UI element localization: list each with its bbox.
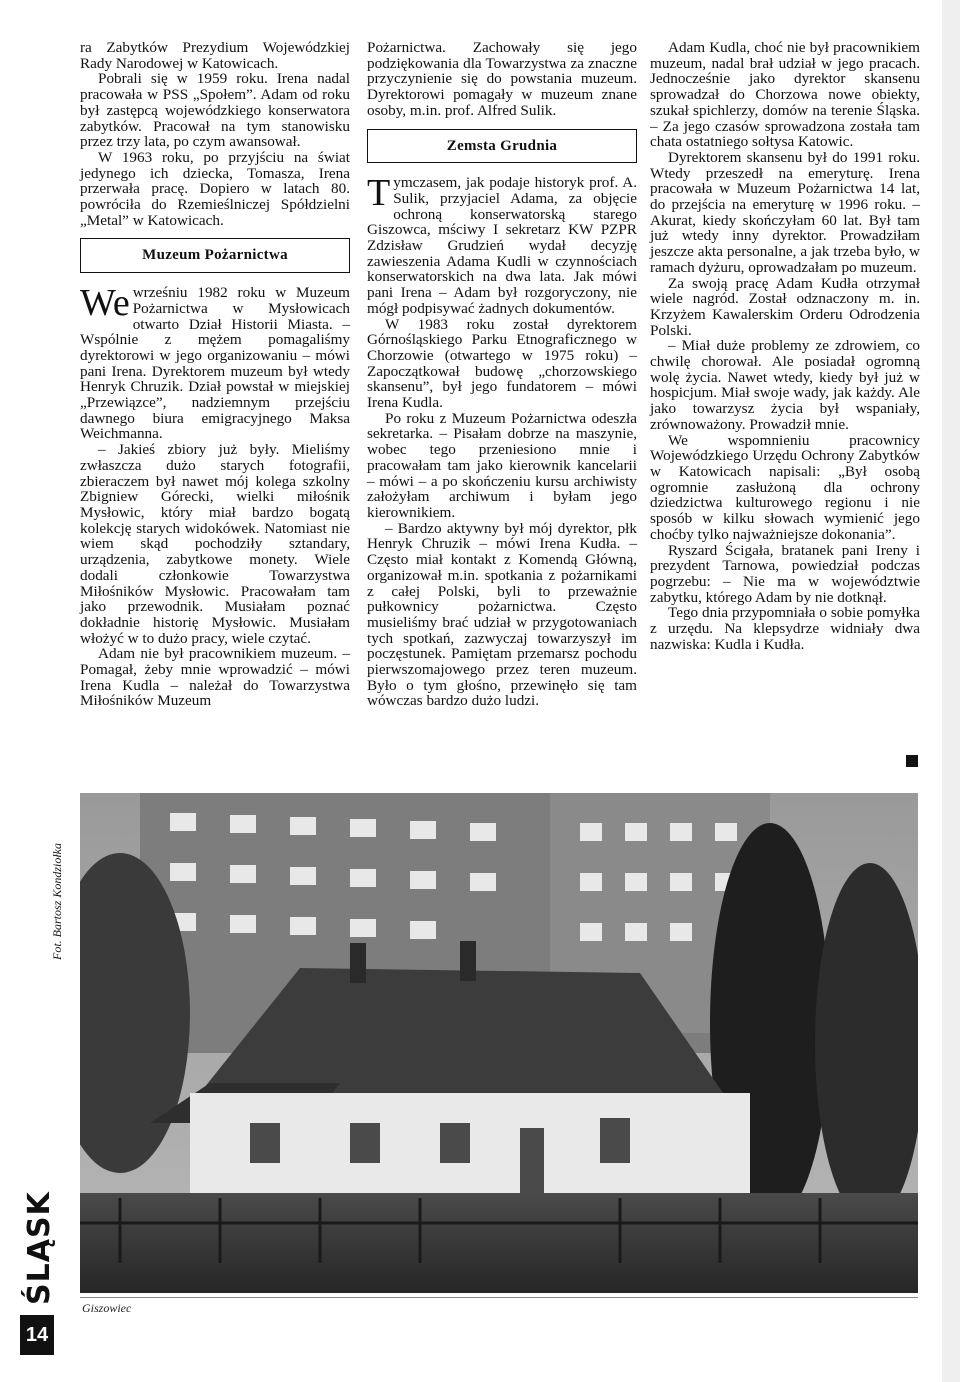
page-edge-shadow [942,0,960,1382]
paragraph: – Miał duże problemy ze zdrowiem, co chwilę chorował. Ale posiadał ogromną wolę życia. Nawet wtedy, kiedy był już w hospicjum. Miał swoje wady, jak każdy. Ale jako towarzysz życia był wspaniały, zrównoważony. Prowadził mnie. [650,337,920,433]
section-heading-muzeum: Muzeum Pożarnictwa [80,238,350,273]
photo-caption: Giszowiec [82,1301,132,1315]
paragraph: Za swoją pracę Adam Kudła otrzymał wiele nagród. Został odznaczony m. in. Krzyżem Kawalerskim Orderu Odrodzenia Polski. [650,274,920,339]
paragraph: W 1983 roku został dyrektorem Górnośląskiego Parku Etnograficznego w Chorzowie (otwartego w 1975 roku) – Zapoczątkował budowę „chorzowskiego skansenu”, był jego fundatorem – mówi Irena Kudla. [367,315,637,412]
photo-credit-text: Fot. Bartosz Kondziołka [50,842,64,960]
paragraph: Adam Kudla, choć nie był pracownikiem muzeum, nadal brał udział w jego pracach. Jednocześnie jako dyrektor skansenu sprowadzał do Chorzowa nowe obiekty, szukał spichlerzy, domów na terenie Śląska. – Za jego czasów sprowadzona została tam chata ostatniego sołtysa Katowic. [650,39,920,151]
paragraph: Pobrali się w 1959 roku. Irena nadal pracowała w PSS „Społem”. Adam od roku był zastępcą wojewódzkiego konserwatora zabytków. Pracował na tym stanowisku przez trzy lata, po czym awansował. [80,70,350,151]
text-column-3 [650,40,920,652]
photo-giszowiec-house [80,793,918,1293]
drop-cap: We [80,282,130,325]
magazine-brand [22,1191,57,1305]
paragraph-with-dropcap [367,172,637,317]
photo-credit [50,800,70,960]
paragraph: Adam nie był pracownikiem muzeum. – Pomagał, żeby mnie wprowadzić – mówi Irena Kudla – należał do Towarzystwa Miłośników Muzeum [80,645,350,710]
paragraph: ra Zabytków Prezydium Wojewódzkiej Rady Narodowej w Katowicach. [80,39,350,72]
section-heading-zemsta: Zemsta Grudnia [367,129,637,164]
paragraph: Po roku z Muzeum Pożarnictwa odeszła sekretarka. – Pisałam dobrze na maszynie, wobec tego przeniesiono mnie i pracowałam tam jako kierownik kancelarii – mówi – a po skończeniu kursu archiwisty założyłam archiwum i byłam jego kierownikiem. [367,409,637,521]
photo-caption-bar [80,1297,918,1320]
house-photo-illustration [80,793,918,1293]
article-end-mark [906,755,918,767]
drop-cap: T [367,172,391,215]
text-column-2 [367,40,637,709]
page-number: 14 [20,1315,54,1355]
paragraph: W 1963 roku, po przyjściu na świat jedynego ich dziecka, Tomasza, Irena przerwała pracę. Dopiero w latach 80. powróciła do Rzemieślniczej Spółdzielni „Metal” w Katowicach. [80,148,350,229]
paragraph: Dyrektorem skansenu był do 1991 roku. Wtedy przeszedł na emeryturę. Irena pracowała w Muzeum Pożarnictwa 14 lat, do przejścia na emeryturę w 1996 roku. – Akurat, kiedy skończyłam 60 lat. Był tam już wtedy inny dyrektor. Prowadziłam jeszcze akta personalne, a jak trzeba było, w ramach dyżuru, oprowadzałam po muzeum. [650,148,920,276]
paragraph: Tego dnia przypomniała o sobie pomyłka z urzędu. Na klepsydrze widniały dwa nazwiska: Kudla i Kudła. [650,604,920,653]
paragraph: Pożarnictwa. Zachowały się jego podziękowania dla Towarzystwa za znaczne przyczynienie się do powstania muzeum. Dyrektorowi pomagały w muzeum znane osoby, m.in. prof. Alfred Sulik. [367,39,637,119]
paragraph: Ryszard Ścigała, bratanek pani Ireny i prezydent Tarnowa, powiedział podczas pogrzebu: – Nie ma w województwie zabytku, którego Adam by nie dotknął. [650,541,920,606]
paragraph-with-dropcap [80,282,350,443]
text-column-1 [80,40,350,709]
paragraph: – Jakieś zbiory już były. Mieliśmy zwłaszcza dużo starych fotografii, zbieraczem był nawet mój kolega szkolny Zbigniew Górecki, wielki miłośnik Mysłowic, który miał bardzo bogatą kolekcję starych widokówek. Natomiast nie wiem skąd pochodziły sztandary, urządzenia, zabytkowe monety. Wiele dodali członkowie Towarzystwa Miłośników Mysłowic. Pracowałam tam jako przewodnik. Musiałam poznać dokładnie historię Mysłowic. Musiałam włożyć w to dużo pracy, wiele czytać. [80,441,350,647]
paragraph-text: wrześniu 1982 roku w Muzeum Pożarnictwa w Mysłowicach otwarto Dział Historii Miasta. – Wspólnie z mężem pomagaliśmy dyrektorowi w jego organizowaniu – mówi pani Irena. Dyrektorem muzeum był wtedy Henryk Chruzik. Dział powstał w miejskiej „Przewiązce”, nadziemnym przejściu dawnego biura emigracyjnego Maksa Weichmanna. [80,284,350,443]
paragraph: – Bardzo aktywny był mój dyrektor, płk Henryk Chruzik – mówi Irena Kudła. – Często miał kontakt z Komendą Główną, organizował m.in. spotkania z pożarnikami z całej Polski, byli to przeważnie pułkownicy pożarnictwa. Często musieliśmy brać udział w przygotowaniach tych spotkań, zazwyczaj towarzyszył im poczęstunek. Pamiętam przemarsz pochodu pierwszomajowego przez teren muzeum. Było o tym głośno, przewinęło się tam wówczas bardzo dużo ludzi. [367,519,637,710]
paragraph: We wspomnieniu pracownicy Wojewódzkiego Urzędu Ochrony Zabytków w Katowicach napisali: „Był osobą ogromnie zasłużoną dla ochrony dziedzictwa kulturowego regionu i nie sposób w kilku słowach wymienić jego choćby tylko najważniejsze dokonania”. [650,431,920,543]
paragraph-text: ymczasem, jak podaje historyk prof. A. Sulik, przyjaciel Adama, za objęcie ochroną konserwatorską starego Giszowca, mściwy I sekretarz KW PZPR Zdzisław Grudzień wydał decyzję zawieszenia Adama Kudli w czynnościach konserwatorskich na dwa lata. Jak mówi pani Irena – Adam był rozgoryczony, nie mógł podpisywać żadnych dokumentów. [367,174,637,317]
magazine-name: ŚLĄSK [22,1191,57,1305]
